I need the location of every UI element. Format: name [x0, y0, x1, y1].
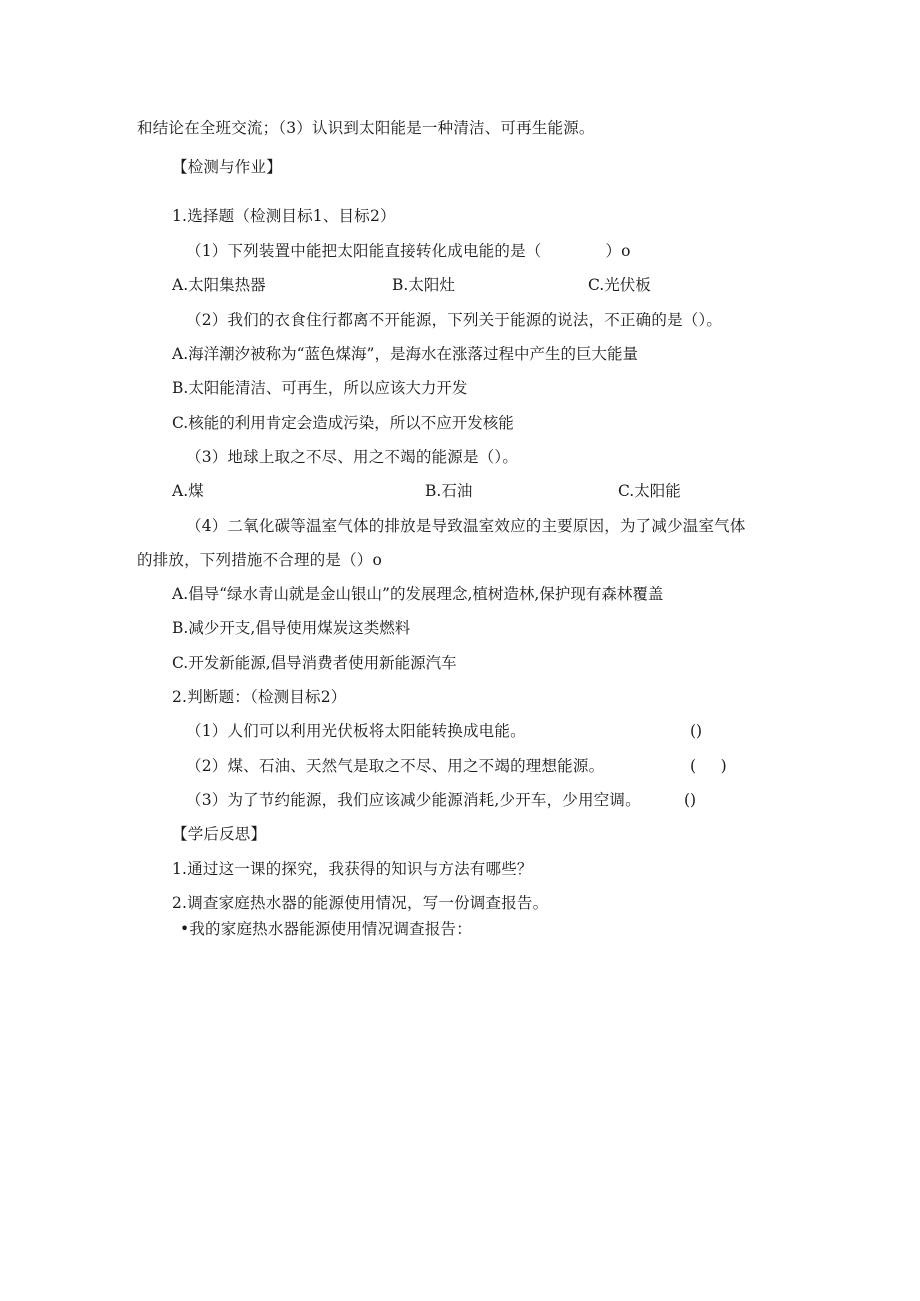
q1-3-option-b: B.石油 — [425, 482, 473, 500]
reflect-item-2: 2.调查家庭热水器的能源使用情况，写一份调查报告。 — [172, 894, 549, 912]
question-1-title: 1.选择题（检测目标1、目标2） — [172, 207, 396, 225]
question-1-4-stem-line1: （4）二氧化碳等温室气体的排放是导致温室效应的主要原因，为了减少温室气体 — [186, 517, 746, 535]
q1-2-option-a: A.海洋潮汐被称为“蓝色煤海”，是海水在涨落过程中产生的巨大能量 — [172, 345, 638, 363]
judge-item-1: （1）人们可以利用光伏板将太阳能转换成电能。 — [186, 722, 526, 740]
reflect-item-1: 1.通过这一课的探究，我获得的知识与方法有哪些？ — [172, 860, 533, 878]
q1-1-option-b: B.太阳灶 — [392, 276, 455, 294]
q1-1-option-a: A.太阳集热器 — [172, 276, 266, 294]
question-1-1-stem-a: （1）下列装置中能把太阳能直接转化成电能的是（ — [186, 242, 542, 260]
q1-2-option-b: B.太阳能清洁、可再生，所以应该大力开发 — [172, 379, 468, 397]
q1-4-option-b: B.减少开支,倡导使用煤炭这类燃料 — [172, 619, 411, 637]
question-2-title: 2.判断题：（检测目标2） — [172, 688, 347, 706]
question-1-1-stem — [186, 241, 631, 261]
question-1-1-stem-b: ）o — [605, 242, 631, 260]
judge-item-3-paren: () — [684, 791, 697, 809]
q1-3-option-a: A.煤 — [172, 482, 204, 500]
q1-1-option-c: C.光伏板 — [588, 276, 651, 294]
judge-item-1-paren: () — [690, 722, 703, 740]
question-1-4-stem-line2: 的排放，下列措施不合理的是（）o — [137, 551, 383, 569]
section-heading-reflect: 【学后反思】 — [172, 825, 267, 843]
judge-item-2-paren: ( ) — [690, 757, 727, 775]
q1-4-option-c: C.开发新能源,倡导消费者使用新能源汽车 — [172, 654, 457, 672]
q1-3-option-c: C.太阳能 — [618, 482, 681, 500]
judge-item-3: （3）为了节约能源，我们应该减少能源消耗,少开车，少用空调。 — [186, 791, 641, 809]
question-1-3-stem: （3）地球上取之不尽、用之不竭的能源是（）。 — [186, 448, 519, 466]
q1-4-option-a: A.倡导“绿水青山就是金山银山”的发展理念,植树造林,保护现有森林覆盖 — [172, 585, 664, 603]
reflect-item-3: •我的家庭热水器能源使用情况调查报告： — [180, 920, 472, 938]
q1-2-option-c: C.核能的利用肯定会造成污染，所以不应开发核能 — [172, 414, 514, 432]
intro-line: 和结论在全班交流；（3）认识到太阳能是一种清洁、可再生能源。 — [137, 119, 595, 137]
section-heading-test: 【检测与作业】 — [172, 158, 282, 176]
judge-item-2: （2）煤、石油、天然气是取之不尽、用之不竭的理想能源。 — [186, 757, 605, 775]
question-1-2-stem: （2）我们的衣食住行都离不开能源，下列关于能源的说法，不正确的是（）。 — [186, 311, 723, 329]
